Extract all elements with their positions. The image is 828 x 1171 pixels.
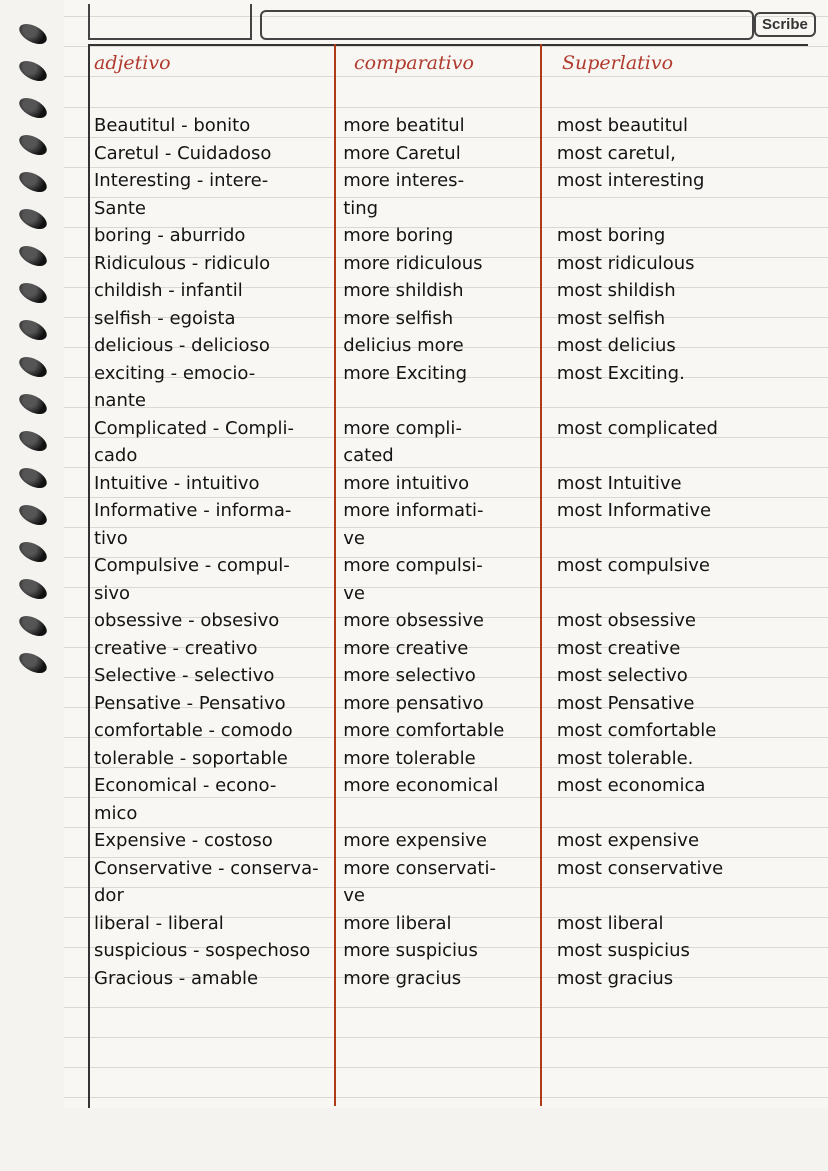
cell-comparative: more conservati- (343, 857, 496, 879)
cell-adjective: delicious - delicioso (94, 335, 270, 356)
cell-adjective: Expensive - costoso (94, 830, 273, 851)
cell-superlative (547, 800, 810, 828)
table-row (94, 222, 810, 250)
table-row (94, 717, 810, 745)
cell-superlative: most comfortable (556, 720, 717, 741)
cell-comparative: more selfish (343, 307, 454, 329)
spiral-ring (16, 575, 50, 603)
cell-adjective: mico (94, 802, 138, 824)
cell-comparative: more interes- (343, 170, 465, 191)
cell-comparative: more Exciting (343, 362, 468, 384)
cell-superlative (547, 882, 810, 910)
cell-superlative: most ridiculous (556, 252, 695, 274)
cell-superlative (547, 387, 810, 415)
table-row (94, 552, 810, 580)
cell-adjective: Intuitive - intuitivo (94, 472, 260, 494)
cell-comparative (337, 800, 547, 828)
cell-superlative (547, 195, 810, 223)
cell-comparative: ve (343, 582, 365, 604)
table-row (94, 415, 810, 443)
table-rows (94, 112, 810, 992)
cell-superlative: most Pensative (556, 692, 695, 714)
table-row (94, 855, 810, 883)
table-row (94, 800, 810, 828)
cell-superlative (547, 525, 810, 553)
title-box (260, 10, 754, 40)
cell-adjective: Beautitul - bonito (94, 115, 251, 136)
cell-adjective: obsessive - obsesivo (94, 610, 280, 631)
spiral-ring (16, 20, 50, 48)
cell-superlative: most caretul, (556, 142, 676, 164)
cell-adjective: Pensative - Pensativo (94, 692, 286, 714)
spiral-binding (0, 0, 64, 1171)
table-row (94, 470, 810, 498)
cell-superlative: most interesting (556, 170, 705, 191)
cell-superlative: most Informative (556, 500, 712, 521)
cell-superlative: most Intuitive (556, 472, 682, 494)
spiral-ring (16, 205, 50, 233)
cell-superlative: most conservative (556, 857, 724, 879)
cell-adjective: Informative - informa- (94, 500, 292, 521)
cell-adjective: Ridiculous - ridiculo (94, 252, 271, 274)
table-row (94, 525, 810, 553)
date-box (88, 4, 252, 40)
brand-label: Scribe (754, 12, 816, 37)
cell-adjective: suspicious - sospechoso (94, 940, 311, 961)
spiral-ring (16, 131, 50, 159)
cell-superlative: most shildish (556, 280, 676, 301)
cell-adjective: Gracious - amable (94, 967, 259, 989)
cell-comparative: more boring (343, 225, 454, 246)
cell-adjective: Selective - selectivo (94, 665, 275, 686)
table-row (94, 662, 810, 690)
cell-comparative: more intuitivo (343, 472, 470, 494)
spiral-ring (16, 390, 50, 418)
cell-superlative: most delicius (556, 335, 676, 356)
cell-superlative: most complicated (556, 417, 718, 439)
cell-superlative: most suspicius (556, 940, 690, 961)
cell-adjective: sivo (94, 582, 131, 604)
table-row (94, 580, 810, 608)
table-row (94, 745, 810, 773)
cell-comparative: ve (343, 885, 365, 906)
cell-adjective: cado (94, 445, 138, 466)
cell-comparative: more compulsi- (343, 555, 483, 576)
table-row (94, 387, 810, 415)
cell-comparative: more suspicius (343, 940, 478, 961)
cell-comparative: more expensive (343, 830, 487, 851)
cell-superlative: most gracius (556, 967, 674, 989)
table-row (94, 195, 810, 223)
table-row (94, 607, 810, 635)
cell-superlative: most expensive (556, 830, 700, 851)
cell-superlative: most selfish (556, 307, 666, 329)
cell-superlative: most compulsive (556, 555, 710, 576)
cell-superlative: most obsessive (556, 610, 696, 631)
table-row (94, 635, 810, 663)
cell-comparative: more compli- (343, 417, 462, 439)
cell-superlative: most selectivo (556, 665, 688, 686)
cell-comparative: more gracius (343, 967, 462, 989)
cell-superlative: most boring (556, 225, 666, 246)
page-bottom-margin (64, 1108, 828, 1171)
column-header-superlative: Superlativo (562, 52, 674, 74)
cell-adjective: comfortable - comodo (94, 720, 293, 741)
table-row (94, 112, 810, 140)
cell-comparative: more shildish (343, 280, 464, 301)
cell-comparative: more comfortable (343, 720, 505, 741)
table-row (94, 167, 810, 195)
cell-comparative: more Caretul (343, 142, 461, 164)
spiral-ring (16, 94, 50, 122)
table-row (94, 882, 810, 910)
cell-comparative: ve (343, 527, 365, 549)
cell-superlative: most liberal (556, 912, 664, 934)
cell-superlative (547, 442, 810, 470)
cell-superlative (547, 580, 810, 608)
table-row (94, 772, 810, 800)
cell-adjective: Compulsive - compul- (94, 555, 290, 576)
table-row (94, 690, 810, 718)
cell-adjective: creative - creativo (94, 637, 258, 659)
cell-comparative: more creative (343, 637, 469, 659)
cell-comparative: more economical (343, 775, 499, 796)
spiral-ring (16, 242, 50, 270)
column-header-comparative: comparativo (354, 52, 474, 74)
spiral-ring (16, 353, 50, 381)
table-row (94, 827, 810, 855)
cell-superlative: most beautitul (556, 115, 689, 136)
table-row (94, 277, 810, 305)
table-row (94, 140, 810, 168)
cell-superlative: most economica (556, 775, 706, 796)
table-row (94, 305, 810, 333)
cell-adjective: Caretul - Cuidadoso (94, 142, 272, 164)
cell-adjective: childish - infantil (94, 280, 243, 301)
cell-adjective: selfish - egoista (94, 307, 236, 329)
spiral-ring (16, 427, 50, 455)
cell-adjective: Interesting - intere- (94, 170, 269, 191)
spiral-ring (16, 612, 50, 640)
cell-adjective: tivo (94, 527, 128, 549)
spiral-ring (16, 501, 50, 529)
cell-comparative: more pensativo (343, 692, 484, 714)
table-row (94, 965, 810, 993)
column-header-adjective: adjetivo (94, 52, 171, 74)
spiral-ring (16, 57, 50, 85)
cell-superlative: most tolerable. (556, 747, 694, 769)
cell-adjective: liberal - liberal (94, 912, 224, 934)
spiral-ring (16, 464, 50, 492)
cell-comparative: more ridiculous (343, 252, 483, 274)
spiral-ring (16, 279, 50, 307)
cell-comparative (337, 387, 547, 415)
cell-adjective: dor (94, 885, 124, 906)
cell-comparative: more obsessive (343, 610, 484, 631)
cell-comparative: more informati- (343, 500, 484, 521)
table-row (94, 360, 810, 388)
table-row (94, 497, 810, 525)
cell-adjective: nante (94, 390, 146, 411)
table-row (94, 937, 810, 965)
cell-comparative: more liberal (343, 912, 452, 934)
cell-comparative: more selectivo (343, 665, 476, 686)
cell-comparative: delicius more (343, 335, 464, 356)
spiral-ring (16, 316, 50, 344)
page-header (88, 4, 810, 42)
cell-adjective: Sante (94, 197, 146, 219)
cell-adjective: boring - aburrido (94, 225, 246, 246)
cell-adjective: exciting - emocio- (94, 362, 256, 384)
cell-adjective: Economical - econo- (94, 775, 277, 796)
cell-adjective: Conservative - conserva- (94, 857, 319, 879)
table-row (94, 250, 810, 278)
cell-comparative: more beatitul (343, 115, 465, 136)
spiral-ring (16, 168, 50, 196)
cell-adjective: Complicated - Compli- (94, 417, 295, 439)
cell-superlative: most creative (556, 637, 681, 659)
spiral-ring (16, 538, 50, 566)
cell-comparative: ting (343, 197, 379, 219)
cell-comparative: cated (343, 445, 394, 466)
cell-comparative: more tolerable (343, 747, 476, 769)
cell-adjective: tolerable - soportable (94, 747, 288, 769)
spiral-ring (16, 649, 50, 677)
cell-superlative: most Exciting. (556, 362, 685, 384)
table-row (94, 332, 810, 360)
table-row (94, 910, 810, 938)
table-row (94, 442, 810, 470)
